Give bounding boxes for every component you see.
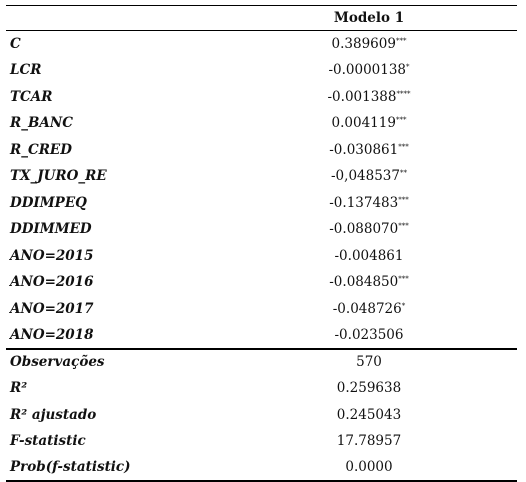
statistic-value: 570	[356, 354, 382, 371]
coefficient-value: -0.088070	[329, 221, 399, 238]
significance-stars: *	[406, 63, 410, 72]
variable-column-header	[6, 6, 221, 31]
coefficient-row-ano-2016	[6, 269, 517, 296]
coefficient-value: 0.004119	[331, 115, 396, 132]
variable-name: R_CRED	[10, 141, 72, 158]
significance-stars: ***	[398, 275, 409, 284]
coefficient-row-ddimmed	[6, 216, 517, 243]
significance-stars: ***	[398, 222, 409, 231]
statistic-value: 0.0000	[345, 459, 393, 476]
regression-table-container	[6, 5, 517, 482]
variable-name: TX_JURO_RE	[10, 168, 107, 185]
statistic-row-r2	[6, 375, 517, 402]
coefficient-row-ddimpeq	[6, 190, 517, 217]
variable-name: DDIMPEQ	[10, 194, 87, 211]
significance-stars: ****	[396, 89, 411, 98]
statistic-value: 0.245043	[336, 406, 402, 423]
variable-name: ANO=2016	[10, 274, 94, 291]
coefficient-row-tx-juro-re	[6, 163, 517, 190]
significance-stars: **	[399, 169, 407, 178]
variable-name: ANO=2018	[10, 326, 94, 343]
coefficient-value: -0,048537	[331, 168, 400, 185]
significance-stars: ***	[395, 37, 407, 45]
coefficient-row-lcr	[6, 57, 517, 84]
coefficient-row-r-banc	[6, 110, 517, 137]
coefficient-value: -0.001388	[327, 88, 397, 105]
coefficient-value: -0.004861	[334, 247, 404, 264]
coefficient-cell	[221, 243, 517, 270]
variable-name: ANO=2015	[10, 247, 94, 264]
coefficient-row-tcar	[6, 84, 517, 111]
coefficient-value: -0.023506	[334, 326, 404, 343]
coefficient-value: 0.389609	[331, 36, 396, 52]
coefficient-cell	[221, 31, 517, 58]
coefficient-cell	[221, 84, 517, 111]
coefficient-cell	[221, 163, 517, 190]
coefficient-value: -0.084850	[329, 274, 399, 291]
statistic-row-f-statistic	[6, 428, 517, 455]
significance-stars: ***	[398, 195, 409, 204]
significance-stars: *	[401, 301, 406, 310]
header-row	[6, 6, 517, 31]
statistic-label: F-statistic	[10, 433, 86, 450]
variable-name: ANO=2017	[10, 300, 94, 317]
coefficient-cell	[221, 216, 517, 243]
statistic-row-r2-adjusted	[6, 402, 517, 429]
statistic-label: R² ajustado	[10, 406, 97, 423]
coefficient-row-ano-2017	[6, 296, 517, 323]
coefficient-cell	[221, 137, 517, 164]
variable-name: LCR	[10, 62, 42, 79]
statistic-value: 17.78957	[336, 433, 402, 450]
coefficient-cell	[221, 190, 517, 217]
coefficient-cell	[221, 296, 517, 323]
coefficient-cell	[221, 110, 517, 137]
coefficient-row-r-cred	[6, 137, 517, 164]
coefficient-row-c	[6, 31, 517, 58]
significance-stars: ***	[395, 116, 407, 125]
regression-table	[6, 5, 517, 482]
coefficient-cell	[221, 57, 517, 84]
variable-name: DDIMMED	[10, 221, 92, 238]
statistic-value: 0.259638	[336, 380, 402, 397]
statistic-label: Observações	[10, 354, 105, 371]
statistic-label: Prob(f-statistic)	[10, 459, 131, 476]
statistic-row-prob-f-statistic	[6, 455, 517, 482]
coefficient-cell	[221, 269, 517, 296]
variable-name: TCAR	[10, 88, 53, 105]
significance-stars: ***	[398, 142, 409, 151]
coefficient-row-ano-2015	[6, 243, 517, 270]
coefficient-cell	[221, 322, 517, 349]
coefficient-value: -0.0000138	[328, 62, 407, 79]
variable-name: C	[10, 36, 21, 52]
model-column-header: Modelo 1	[333, 10, 405, 26]
coefficient-value: -0.048726	[332, 300, 402, 317]
statistic-label: R²	[10, 380, 28, 397]
coefficient-row-ano-2018	[6, 322, 517, 349]
statistic-row-observations	[6, 349, 517, 376]
coefficient-value: -0.137483	[329, 194, 399, 211]
variable-name: R_BANC	[10, 115, 73, 132]
coefficient-value: -0.030861	[329, 141, 399, 158]
